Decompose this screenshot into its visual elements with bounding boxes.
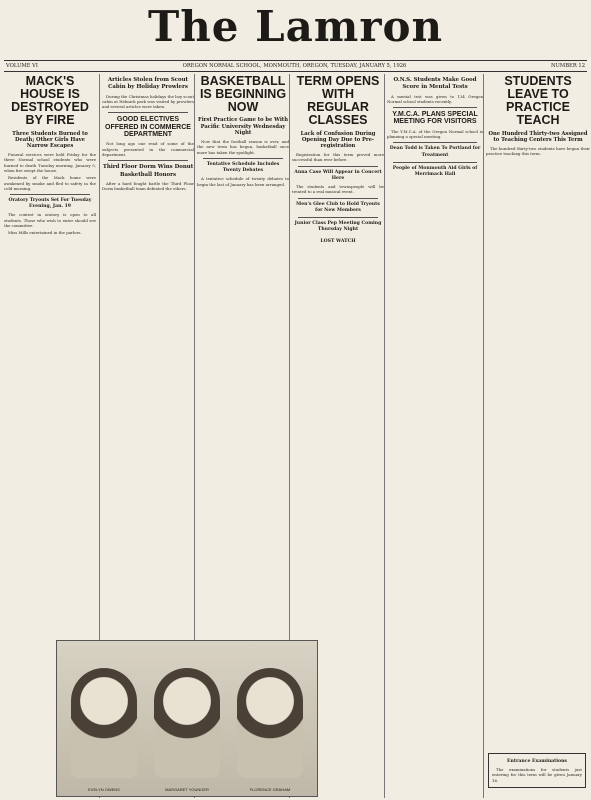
masthead-title: The Lamron	[148, 2, 443, 51]
box-text: The examinations for students just entering for this term will be given January 16.	[492, 767, 582, 783]
entrance-exams-box	[488, 753, 586, 788]
number-label: NUMBER 12	[551, 63, 585, 69]
deck: First Practice Game to be With Pacific University Wednesday Night	[198, 117, 288, 136]
deck: Three Students Burned to Death; Other Girls Have Narrow Escapes	[12, 130, 88, 149]
divider	[108, 112, 188, 113]
subhead: Men's Glee Club to Hold Tryouts for New Members	[296, 201, 380, 213]
headline-scout-cabin: Articles Stolen from Scout Cabin by Holiday Prowlers	[108, 77, 188, 91]
divider	[298, 217, 378, 218]
photo-caption: FLORENCE GRAHAM	[249, 787, 291, 792]
portrait	[237, 668, 303, 778]
paragraph: A tentative schedule of twenty debates to begin the last of January has been arranged.	[197, 176, 289, 187]
paragraph: Now that the football season is over, and the new term has begun, basketball once more has taken the spotlight.	[197, 139, 289, 155]
paragraph: Registration for this term proved more successful than ever before.	[292, 152, 384, 163]
divider	[108, 160, 188, 161]
headline-commerce: GOOD ELECTIVES OFFERED IN COMMERCE DEPARTMENT	[105, 116, 191, 139]
paragraph: Funeral services were held Friday for the three Normal school students who were burned to death Tuesday morning, January 5, when fire swept the house.	[4, 152, 96, 173]
photo-caption: EVELYN OWENS	[88, 787, 120, 792]
headline-third-floor: Third Floor Dorm Wins Donut Basketball Honors	[102, 164, 194, 178]
portrait	[71, 668, 137, 778]
masthead	[0, 0, 591, 62]
headline-practice-teach: STUDENTS LEAVE TO PRACTICE TEACH	[504, 74, 572, 128]
deck: Lack of Confusion During Opening Day Due to Pre-registration	[300, 130, 376, 149]
divider	[203, 158, 283, 159]
paragraph: The Y.M.C.A. of the Oregon Normal school is planning a special meeting.	[387, 128, 483, 140]
paragraph: Not long ago one read of some of the subjects presented in the commercial department.	[102, 141, 194, 157]
divider	[10, 194, 90, 195]
divider	[393, 107, 477, 108]
paragraph: During the Christmas holidays the boy scout cabin at Helmick park was visited by prowlers and several articles were taken.	[102, 93, 195, 110]
column-6	[483, 74, 590, 798]
paragraph: A mental test was given to 134 Oregon Normal school students recently.	[387, 93, 483, 104]
divider	[298, 166, 378, 167]
paragraph: Residents of the Mack home were awakened by smoke and fled to safety in the cold morning.	[4, 175, 96, 191]
paragraph: Miss Mills entertained in the parlors.	[8, 230, 82, 236]
lost-watch-heading: LOST WATCH	[320, 239, 356, 245]
subhead: Anna Case Will Appear in Concert Here	[294, 169, 382, 181]
column-5	[384, 74, 485, 798]
paragraph: The contest in oratory is open to all students. Those who wish to enter should see the committee.	[4, 212, 96, 228]
subhead: Dean Todd is Taken To Portland for Treatment	[389, 146, 481, 158]
subhead: People of Monmouth Aid Girls of Merrimack Hall	[392, 165, 478, 177]
issue-date: OREGON NORMAL SCHOOL, MONMOUTH, OREGON, TUESDAY, JANUARY 5, 1926	[182, 63, 407, 69]
deck: One Hundred Thirty-two Assigned to Teaching Centers This Term	[488, 130, 588, 143]
divider	[393, 162, 477, 163]
headline-basketball: BASKETBALL IS BEGINNING NOW	[199, 74, 287, 115]
headline-mack-house: MACK'S HOUSE IS DESTROYED BY FIRE	[11, 74, 89, 128]
paragraph: After a hard fought battle the Third Floor Dorm basketball team defeated the others.	[102, 180, 194, 192]
paragraph: The hundred thirty-two students have begun their practice teaching this term.	[486, 145, 590, 157]
headline-mental-tests: O.N.S. Students Make Good Score in Mental Tests	[393, 77, 477, 91]
portrait	[154, 668, 220, 778]
box-title: Entrance Examinations	[506, 759, 567, 765]
subhead: Junior Class Pep Meeting Coming Thursday Night	[294, 221, 382, 233]
divider	[298, 198, 378, 199]
subhead: Oratory Tryouts Set For Tuesday Evening, Jan. 19	[8, 198, 92, 210]
headline-term-opens: TERM OPENS WITH REGULAR CLASSES	[296, 74, 380, 128]
dateline	[4, 60, 587, 72]
photo-caption: MARGARET YOUNGER	[165, 787, 209, 792]
volume-label: VOLUME VI	[6, 63, 38, 69]
group-photo	[56, 640, 318, 797]
headline-ymca: Y.M.C.A. PLANS SPECIAL MEETING FOR VISITORS	[392, 111, 478, 126]
subhead: Tentative Schedule Includes Twenty Debates	[206, 161, 280, 174]
divider	[393, 142, 477, 143]
paragraph: The students and townspeople will be treated to a real musical event.	[292, 184, 384, 195]
